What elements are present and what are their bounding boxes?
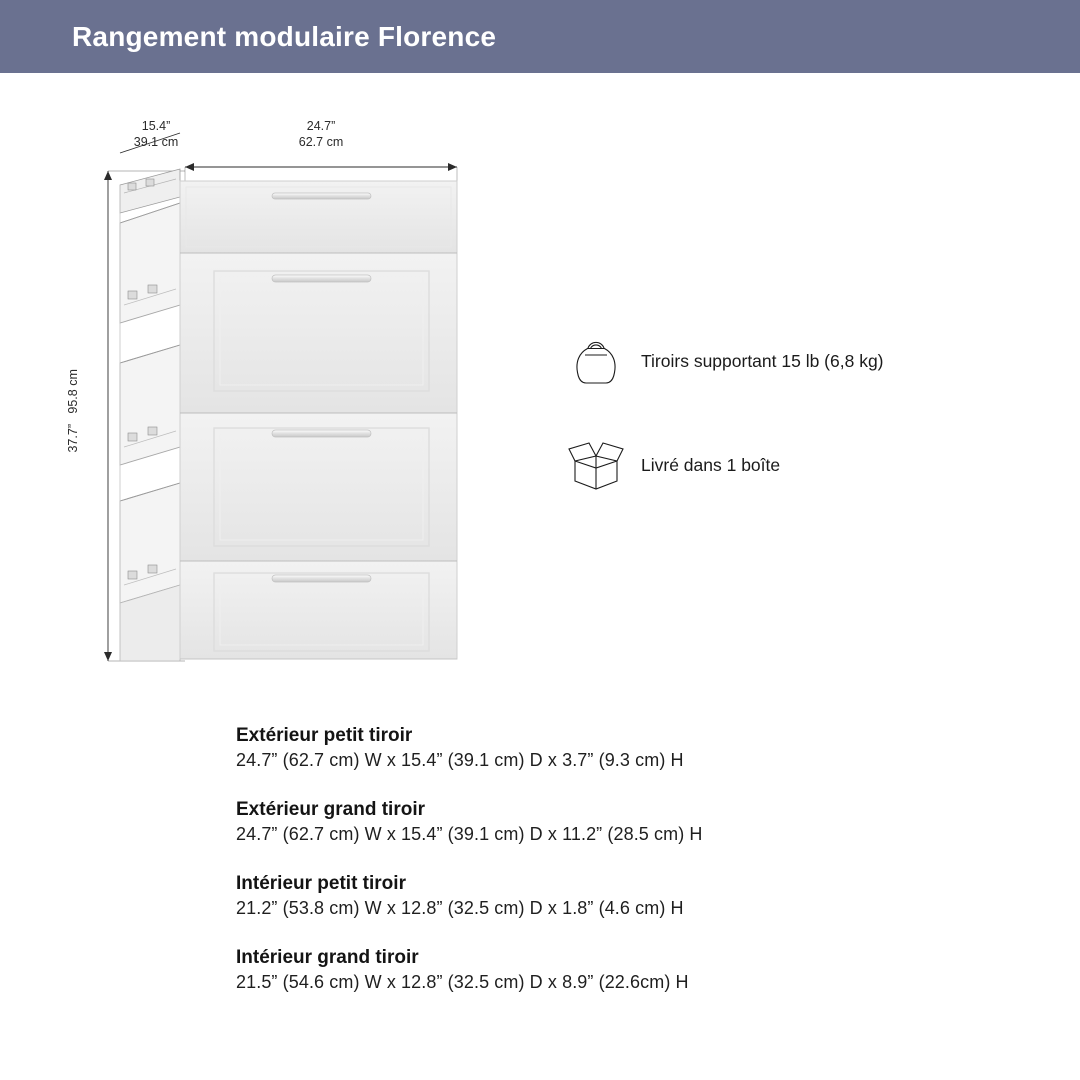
dimension-width: 24.7” 62.7 cm [298, 119, 344, 149]
spec-title: Intérieur grand tiroir [236, 947, 419, 968]
spec-value: 24.7” (62.7 cm) W x 15.4” (39.1 cm) D x 11.2” (28.5 cm) H [236, 824, 703, 844]
kettlebell-weight-icon [565, 330, 627, 392]
feature-label: Livré dans 1 boîte [641, 454, 781, 475]
chest-of-drawers-drawing [0, 73, 560, 693]
spec-item [236, 725, 1036, 771]
dimension-height: 37.7” 95.8 cm [66, 369, 81, 453]
spec-item [236, 799, 1036, 845]
product-illustration [0, 73, 560, 693]
feature-item [565, 330, 1035, 392]
page-header [0, 0, 1080, 73]
page-title: Rangement modulaire Florence [72, 20, 497, 52]
spec-value: 21.5” (54.6 cm) W x 12.8” (32.5 cm) D x 8.9” (22.6cm) H [236, 972, 689, 992]
spec-title: Intérieur petit tiroir [236, 873, 406, 894]
spec-title: Extérieur petit tiroir [236, 725, 413, 746]
spec-title: Extérieur grand tiroir [236, 799, 425, 820]
spec-value: 21.2” (53.8 cm) W x 12.8” (32.5 cm) D x 1.8” (4.6 cm) H [236, 898, 684, 918]
feature-label: Tiroirs supportant 15 lb (6,8 kg) [641, 350, 884, 371]
spec-item [236, 873, 1036, 919]
spec-item [236, 947, 1036, 993]
feature-item [565, 434, 1035, 496]
spec-value: 24.7” (62.7 cm) W x 15.4” (39.1 cm) D x 3.7” (9.3 cm) H [236, 750, 684, 770]
open-box-icon [565, 434, 627, 496]
features-list [565, 330, 1035, 538]
specifications-list [236, 725, 1036, 1021]
dimension-depth: 15.4” 39.1 cm [133, 119, 179, 149]
